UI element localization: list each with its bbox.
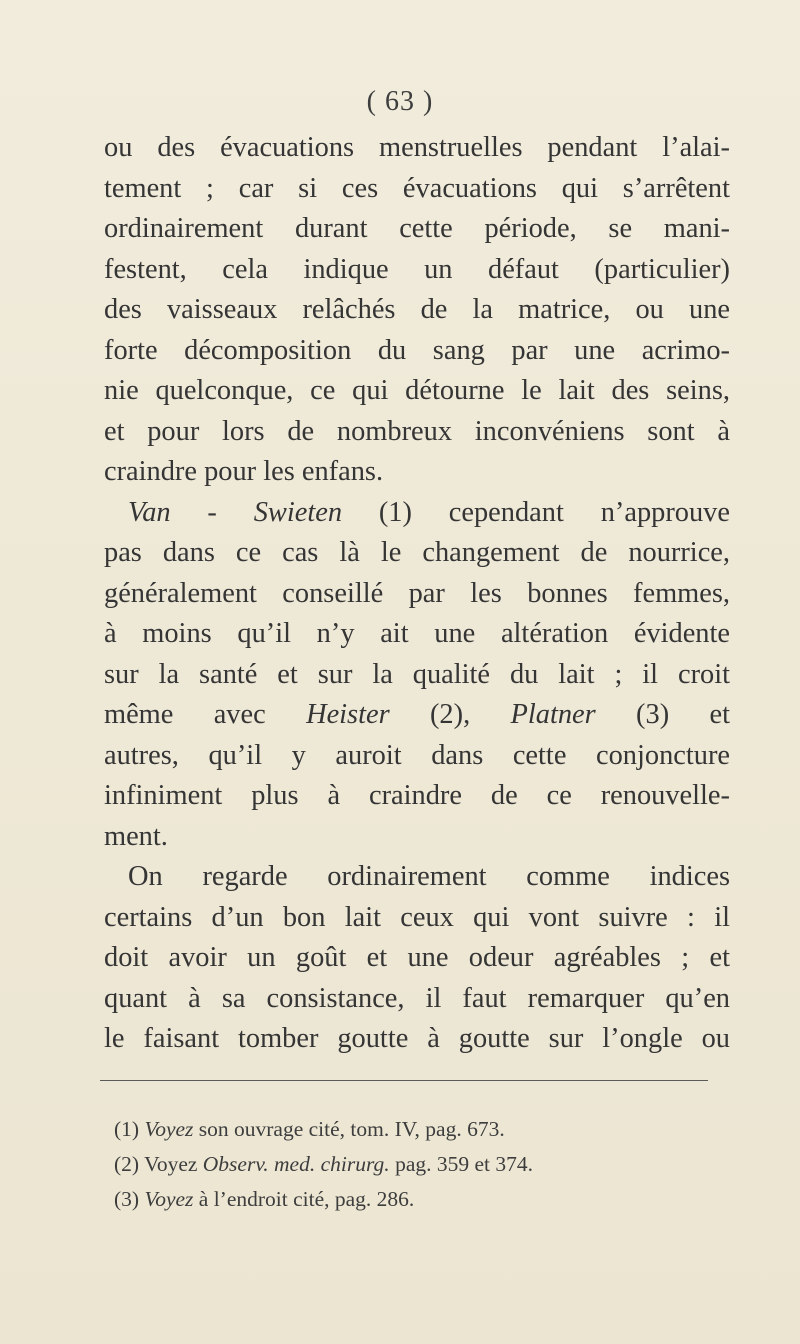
text-line: On regarde ordinairement comme indices bbox=[128, 861, 730, 892]
footnote bbox=[114, 1182, 714, 1217]
footnote bbox=[114, 1147, 714, 1182]
text-line: tement ; car si ces évacuations qui s’arrêtent bbox=[104, 172, 730, 204]
text-fragment: (1) cependant n’approuve bbox=[342, 496, 730, 528]
text-line: des vaisseaux relâchés de la matrice, ou une bbox=[104, 294, 730, 325]
author-name: Heister bbox=[306, 699, 390, 730]
footnote-italic: Voyez bbox=[144, 1117, 194, 1141]
body-text bbox=[104, 128, 730, 1060]
text-line bbox=[104, 493, 730, 534]
page-number: ( 63 ) bbox=[366, 86, 434, 117]
text-line: ou des évacuations menstruelles pendant l’alai- bbox=[104, 132, 730, 163]
author-name: Platner bbox=[510, 699, 596, 730]
footnotes bbox=[114, 1112, 714, 1217]
footnote-text: son ouvrage cité, tom. IV, pag. 673. bbox=[193, 1117, 505, 1141]
text-line: autres, qu’il y auroit dans cette conjoncture bbox=[104, 739, 730, 771]
text-line bbox=[104, 695, 730, 736]
text-line: ment. bbox=[104, 820, 168, 852]
text-line: festent, cela indique un défaut (particulier) bbox=[104, 253, 730, 285]
author-name: Van - Swieten bbox=[128, 496, 343, 528]
text-line: et pour lors de nombreux inconvéniens sont à bbox=[104, 415, 730, 447]
text-line: sur la santé et sur la qualité du lait ; il croit bbox=[104, 658, 730, 690]
text-line: pas dans ce cas là le changement de nourrice, bbox=[104, 537, 730, 568]
footnote-number: (1) bbox=[114, 1117, 145, 1141]
text-line: infiniment plus à craindre de ce renouvelle- bbox=[104, 780, 730, 811]
text-line: nie quelconque, ce qui détourne le lait des seins, bbox=[104, 375, 730, 406]
text-line: certains d’un bon lait ceux qui vont suivre : il bbox=[104, 901, 730, 933]
text-line: généralement conseillé par les bonnes femmes, bbox=[104, 577, 730, 609]
text-fragment: même avec bbox=[104, 699, 307, 730]
footnote-italic: Observ. med. chirurg. bbox=[202, 1152, 390, 1176]
text-line: doit avoir un goût et une odeur agréables ; et bbox=[104, 942, 730, 973]
text-fragment: (2), bbox=[389, 699, 511, 730]
footnote-number: (2) bbox=[114, 1152, 145, 1176]
text-line: craindre pour les enfans. bbox=[104, 456, 384, 487]
text-line: le faisant tomber goutte à goutte sur l’ongle ou bbox=[104, 1023, 730, 1054]
text-line: quant à sa consistance, il faut remarquer qu’en bbox=[104, 982, 730, 1014]
footnote-number: (3) bbox=[114, 1187, 145, 1211]
text-line: à moins qu’il n’y ait une altération évidente bbox=[104, 618, 730, 649]
footnote-text: à l’endroit cité, pag. 286. bbox=[193, 1187, 415, 1211]
footnote-text: Voyez bbox=[144, 1152, 203, 1176]
text-line: ordinairement durant cette période, se mani- bbox=[104, 213, 730, 244]
footnote-divider bbox=[100, 1080, 708, 1081]
footnote-text: pag. 359 et 374. bbox=[389, 1152, 533, 1176]
footnote bbox=[114, 1112, 714, 1147]
text-fragment: (3) et bbox=[595, 699, 730, 730]
text-line: forte décomposition du sang par une acrimo- bbox=[104, 334, 730, 366]
footnote-italic: Voyez bbox=[144, 1187, 194, 1211]
